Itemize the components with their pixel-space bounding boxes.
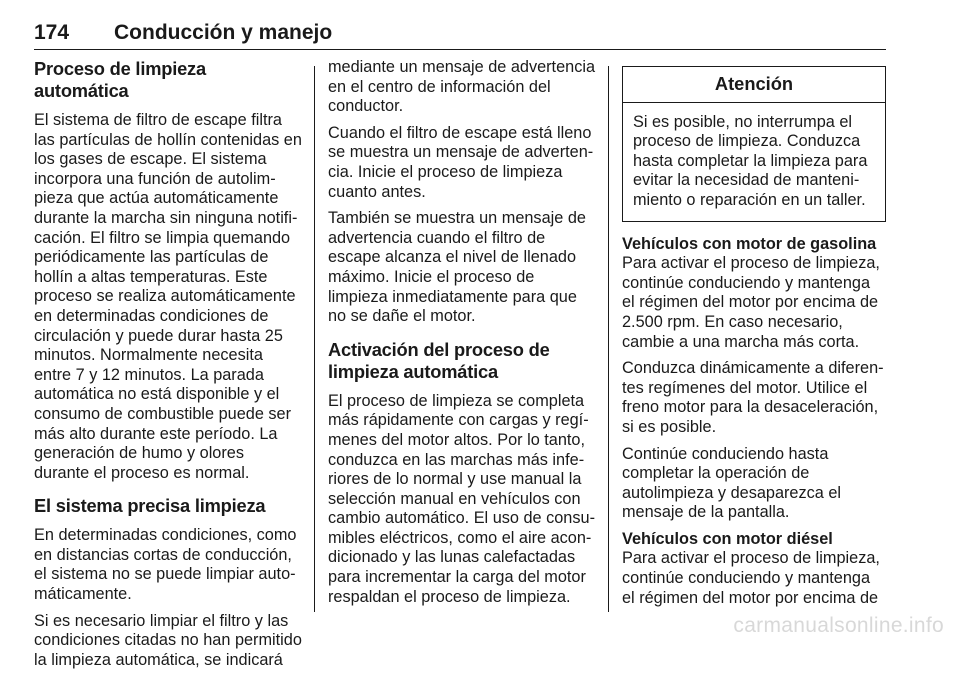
paragraph: El proceso de limpieza se completa más rápidamente con cargas y regímenes del motor altos. Por lo tanto, conduzca en las marchas más inferiores de lo normal y use manual la selección manual en vehículos con cambio automático. El uso de consumibles eléctricos, como el aire acondicionado y las lunas calefactadas para incrementar la carga del motor respaldan el proceso de limpieza. (328, 391, 595, 606)
page-title: Conducción y manejo (114, 21, 333, 44)
page-number: 174 (34, 21, 70, 44)
watermark: carmanualsonline.info (733, 614, 944, 637)
subheading-diesel: Vehículos con motor diésel (622, 529, 833, 548)
column-divider-1 (314, 66, 315, 612)
paragraph: Cuando el filtro de escape está lleno se muestra un mensaje de advertencia. Inicie el proceso de limpieza cuanto antes. (328, 123, 594, 201)
paragraph: El sistema de filtro de escape filtra las partículas de hollín contenidas en los gases de escape. El sistema incorpora una función de autolimpieza que actúa automáticamente durante la marcha sin ninguna notificación. El filtro se limpia quemando periódicamente las partículas de hollín a altas temperaturas. Este proceso se realiza automáticamente en determinadas condiciones de circulación y puede durar hasta 25 minutos. Normalmente necesita entre 7 y 12 minutos. La parada automática no está disponible y el consumo de combustible puede ser más alto durante este período. La generación de humo y olores durante el proceso es normal. (34, 111, 302, 482)
section-heading-activation: Activación del proceso de limpieza automática (328, 338, 550, 382)
paragraph: En determinadas condiciones, como en distancias cortas de conducción, el sistema no se puede limpiar automáticamente. (34, 526, 297, 604)
paragraph: Si es necesario limpiar el filtro y las condiciones citadas no han permitido la limpieza automática, se indicará (34, 611, 302, 669)
attention-notice (622, 66, 886, 222)
section-heading-needs-cleaning: El sistema precisa limpieza (34, 495, 266, 517)
paragraph: Conduzca dinámicamente a diferentes regímenes del motor. Utilice el freno motor para la desaceleración, si es posible. (622, 359, 884, 436)
subheading-gasoline: Vehículos con motor de gasolina (622, 234, 877, 253)
paragraph: Para activar el proceso de limpieza, continúe conduciendo y mantenga el régimen del motor por encima de 2.500 rpm. En caso necesario, cambie a una marcha más corta. (622, 254, 880, 351)
column-divider-2 (608, 66, 609, 612)
notice-title: Atención (623, 67, 885, 103)
page-header (34, 22, 886, 50)
column-3 (622, 58, 886, 615)
paragraph: mediante un mensaje de advertencia en el centro de información del conductor. (328, 58, 596, 116)
notice-body: Si es posible, no interrumpa el proceso de limpieza. Conduzca hasta completar la limpieza para evitar la necesidad de mantenimiento o reparación en un taller. (633, 112, 868, 209)
section-heading-automatic-cleaning: Proceso de limpieza automática (34, 58, 206, 101)
paragraph: Para activar el proceso de limpieza, continúe conduciendo y mantenga el régimen del motor por encima de (622, 549, 880, 607)
column-1 (34, 58, 302, 677)
paragraph: Continúe conduciendo hasta completar la operación de autolimpieza y desaparezca el mensaje de la pantalla. (622, 444, 842, 522)
paragraph: También se muestra un mensaje de advertencia cuando el filtro de escape alcanza el nivel de llenado máximo. Inicie el proceso de limpieza inmediatamente para que no se dañe el motor. (328, 209, 586, 326)
column-2 (328, 58, 598, 614)
